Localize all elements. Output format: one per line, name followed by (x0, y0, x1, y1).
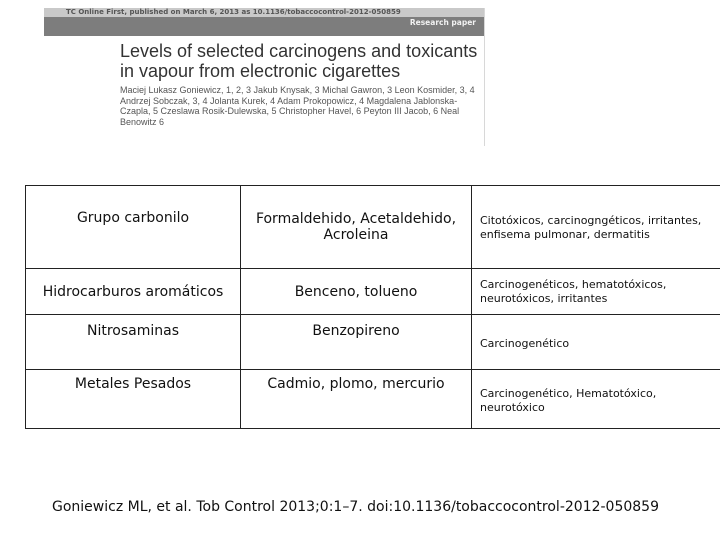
table-row (26, 370, 720, 429)
group-cell: Grupo carbonilo (26, 186, 241, 269)
paper-header-image (44, 8, 485, 146)
group-cell: Hidrocarburos aromáticos (26, 269, 241, 315)
table-row (26, 186, 720, 269)
compounds-cell: Cadmio, plomo, mercurio (241, 370, 472, 429)
compounds-cell: Benzopireno (241, 315, 472, 370)
table-row (26, 269, 720, 315)
effects-cell: Carcinogenéticos, hematotóxicos, neurotóxicos, irritantes (472, 269, 720, 315)
effects-cell: Citotóxicos, carcinogngéticos, irritantes, enfisema pulmonar, dermatitis (472, 186, 720, 269)
table-row (26, 315, 720, 370)
compounds-cell: Formaldehido, Acetaldehido, Acroleina (241, 186, 472, 269)
paper-authors: Maciej Lukasz Goniewicz, 1, 2, 3 Jakub Knysak, 3 Michal Gawron, 3 Leon Kosmider, 3, 4 Andrzej Sobczak, 3, 4 Jolanta Kurek, 4 Adam Prokopowicz, 4 Magdalena Jablonska-Czapla, 5 Czeslawa Rosik-Dulewska, 5 Christopher Havel, 6 Peyton III Jacob, 6 Neal Benowitz 6 (120, 85, 475, 127)
group-cell: Metales Pesados (26, 370, 241, 429)
online-first-banner: TC Online First, published on March 6, 2013 as 10.1136/tobaccocontrol-2012-050859 (44, 8, 484, 17)
effects-cell: Carcinogenético, Hematotóxico, neurotóxico (472, 370, 720, 429)
compounds-cell: Benceno, tolueno (241, 269, 472, 315)
effects-cell: Carcinogenético (472, 315, 720, 370)
citation: Goniewicz ML, et al. Tob Control 2013;0:1–7. doi:10.1136/tobaccocontrol-2012-050859 (52, 499, 659, 515)
group-cell: Nitrosaminas (26, 315, 241, 370)
section-banner: Research paper (44, 17, 484, 36)
paper-title: Levels of selected carcinogens and toxicants in vapour from electronic cigarettes (120, 41, 478, 81)
carcinogens-table (25, 185, 720, 429)
